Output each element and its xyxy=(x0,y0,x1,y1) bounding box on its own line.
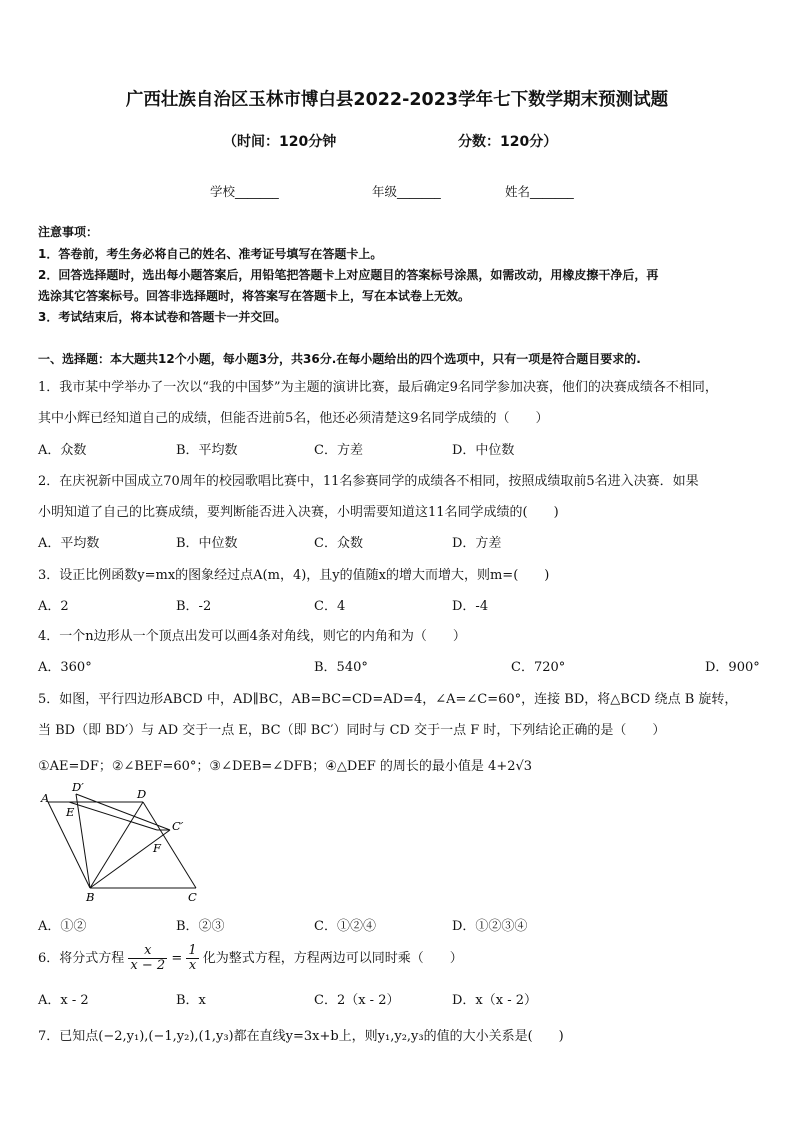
q1-option-c: C．方差 xyxy=(314,443,363,458)
q6-fraction-right xyxy=(186,944,198,973)
school-field: 学校_______ xyxy=(210,184,279,199)
q6-line1 xyxy=(38,944,463,973)
note-1: 1．答卷前，考生务必将自己的姓名、准考证号填写在答题卡上。 xyxy=(38,247,383,261)
q3-option-b: B．-2 xyxy=(176,599,212,614)
q4-line1: 4．一个n边形从一个顶点出发可以画4条对角线，则它的内角和为（ ） xyxy=(38,629,466,644)
q3-option-d: D．-4 xyxy=(452,599,489,614)
q1-line2: 其中小辉已经知道自己的成绩，但能否进前5名，他还必须清楚这9名同学成绩的（ ） xyxy=(38,411,549,426)
q7-line1: 7．已知点(−2,y₁),(−1,y₂),(1,y₃)都在直线y=3x+b上，则y₁,y₂,y₃的值的大小关系是( ) xyxy=(38,1029,564,1044)
q1-line1: 1．我市某中学举办了一次以“我的中国梦”为主题的演讲比赛，最后确定9名同学参加决赛，他们的决赛成绩各不相同， xyxy=(38,380,718,395)
q6-option-c: C．2（x - 2） xyxy=(314,993,400,1008)
grade-field: 年级_______ xyxy=(372,184,441,199)
figure-label-d: D xyxy=(137,787,147,801)
q1-option-d: D．中位数 xyxy=(452,443,515,458)
q5-line3: ①AE=DF；②∠BEF=60°；③∠DEB=∠DFB；④△DEF 的周长的最小值是 4+2√3 xyxy=(38,759,533,774)
q6-frac2-numerator: 1 xyxy=(188,943,197,958)
q4-option-a: A．360° xyxy=(38,660,92,675)
q2-option-b: B．中位数 xyxy=(176,536,238,551)
score-label: 分数：120分） xyxy=(458,134,558,150)
q5-option-d: D．①②③④ xyxy=(452,919,528,934)
figure-label-c-prime: C′ xyxy=(172,819,184,833)
q5-figure xyxy=(36,780,206,908)
figure-label-a: A xyxy=(41,791,50,805)
q1-option-a: A．众数 xyxy=(38,443,87,458)
figure-label-f: F xyxy=(153,841,161,855)
q6-option-d: D．x（x - 2） xyxy=(452,993,538,1008)
q3-line1: 3．设正比例函数y=mx的图象经过点A(m，4)，且y的值随x的增大而增大，则m=( ) xyxy=(38,568,550,583)
section-heading: 一、选择题：本大题共12个小题，每小题3分，共36分.在每小题给出的四个选项中，只有一项是符合题目要求的. xyxy=(38,352,641,366)
figure-label-e: E xyxy=(66,805,75,819)
time-label: （时间：120分钟 xyxy=(223,134,337,150)
q6-option-b: B．x xyxy=(176,993,206,1008)
q5-line1: 5．如图，平行四边形ABCD 中，AD∥BC，AB=BC=CD=AD=4，∠A=∠C=60°，连接 BD，将△BCD 绕点 B 旋转， xyxy=(38,692,738,707)
q4-option-c: C．720° xyxy=(511,660,566,675)
q5-line2: 当 BD（即 BD′）与 AD 交于一点 E，BC（即 BC′）同时与 CD 交于一点 F 时，下列结论正确的是（ ） xyxy=(38,723,666,738)
q2-line1: 2．在庆祝新中国成立70周年的校园歌唱比赛中，11名参赛同学的成绩各不相同，按照成绩取前5名进入决赛．如果 xyxy=(38,474,699,489)
page-title: 广西壮族自治区玉林市博白县2022-2023学年七下数学期末预测试题 xyxy=(125,90,669,110)
q2-line2: 小明知道了自己的比赛成绩，要判断能否进入决赛，小明需要知道这11名同学成绩的( ) xyxy=(38,505,559,520)
q6-option-a: A．x - 2 xyxy=(38,993,89,1008)
q2-option-a: A．平均数 xyxy=(38,536,100,551)
q3-option-a: A．2 xyxy=(38,599,69,614)
q5-option-b: B．②③ xyxy=(176,919,225,934)
q5-option-a: A．①② xyxy=(38,919,87,934)
q6-fraction-left xyxy=(128,944,167,973)
figure-label-b: B xyxy=(86,890,95,904)
q2-option-d: D．方差 xyxy=(452,536,502,551)
q2-option-c: C．众数 xyxy=(314,536,363,551)
q6-text-pre: 6．将分式方程 xyxy=(38,951,125,966)
note-2b: 选涂其它答案标号。回答非选择题时，将答案写在答题卡上，写在本试卷上无效。 xyxy=(38,289,471,303)
notes-heading: 注意事项： xyxy=(38,225,99,239)
q6-frac1-numerator: x xyxy=(128,944,167,959)
figure-label-d-prime: D′ xyxy=(72,780,84,794)
q3-option-c: C．4 xyxy=(314,599,346,614)
q5-option-c: C．①②④ xyxy=(314,919,376,934)
note-2a: 2．回答选择题时，选出每小题答案后，用铅笔把答题卡上对应题目的答案标号涂黑，如需改动，用橡皮擦干净后，再 xyxy=(38,268,659,282)
q1-option-b: B．平均数 xyxy=(176,443,238,458)
q4-option-d: D．900° xyxy=(705,660,760,675)
q4-option-b: B．540° xyxy=(314,660,368,675)
q6-frac1-denominator: x − 2 xyxy=(130,958,166,973)
name-field: 姓名_______ xyxy=(505,184,574,199)
q6-equals: = xyxy=(171,951,183,966)
q6-text-post: 化为整式方程，方程两边可以同时乘（ ） xyxy=(202,951,463,966)
note-3: 3．考试结束后，将本试卷和答题卡一并交回。 xyxy=(38,310,287,324)
q6-frac2-denominator: x xyxy=(188,958,197,973)
figure-label-c: C xyxy=(188,890,197,904)
